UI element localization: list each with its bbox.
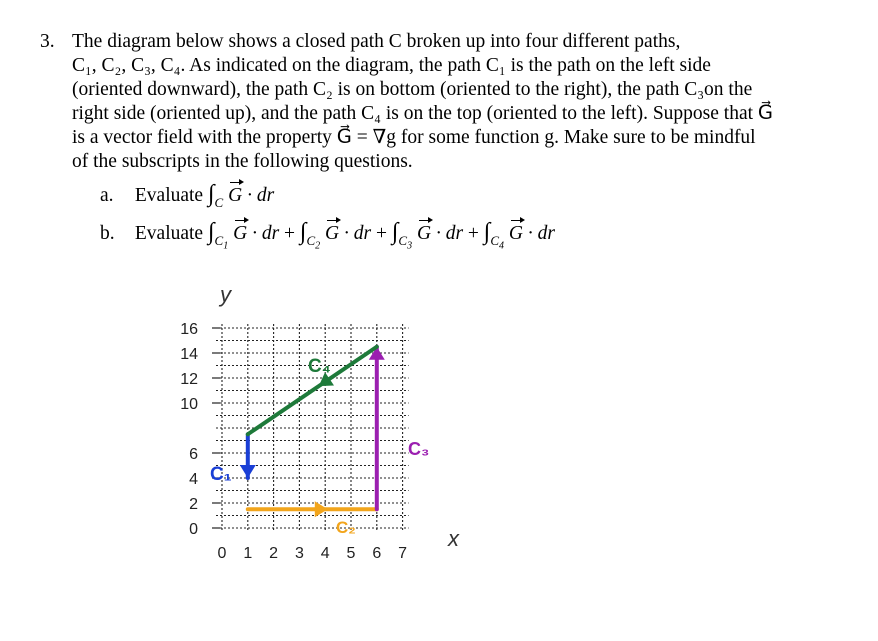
statement-line-4: right side (oriented up), and the path C₄ is on the top (oriented to the left). Suppose that G⃗ <box>72 103 774 124</box>
part-b-integrand-3: · dr <box>435 223 464 244</box>
x-tick-label: 4 <box>320 545 330 562</box>
x-tick-label: 2 <box>269 545 279 562</box>
part-a-text: Evaluate <box>134 185 204 206</box>
part-a-path: C <box>214 195 224 210</box>
statement-line-6: of the subscripts in the following questions. <box>72 151 413 172</box>
c1-label: C₁ <box>210 464 232 485</box>
statement-line-3: (oriented downward), the path C₂ is on bottom (oriented to the right), the path C₃on the <box>72 79 753 100</box>
path-c2-arrowhead <box>315 501 328 517</box>
part-b-integrand-2: · dr <box>344 223 372 244</box>
part-b-path-4: C4 <box>490 233 505 252</box>
vector-G: G <box>508 223 523 244</box>
y-tick-label: 2 <box>189 496 198 513</box>
y-tick-label: 16 <box>180 321 198 338</box>
part-b-integrand-4: · dr <box>527 223 555 244</box>
plus-sign: + <box>375 223 387 244</box>
vector-G: G <box>228 185 243 206</box>
c4-label: C₄ <box>308 356 331 377</box>
integral-sign: ∫ <box>207 181 215 207</box>
y-tick-label: 4 <box>189 471 198 488</box>
part-b-label: b. <box>100 223 115 244</box>
integral-sign: ∫ <box>391 219 399 245</box>
plus-sign: + <box>467 223 479 244</box>
statement-line-1: The diagram below shows a closed path C broken up into four different paths, <box>72 31 681 52</box>
y-tick-label: 10 <box>180 396 198 413</box>
part-b-path-3: C3 <box>398 233 413 252</box>
x-tick-label: 7 <box>398 545 408 562</box>
c3-label: C₃ <box>408 439 430 459</box>
part-b-text: Evaluate <box>134 223 204 244</box>
integral-sign: ∫ <box>299 219 307 245</box>
x-tick-label: 0 <box>217 545 227 562</box>
x-tick-label: 6 <box>372 545 382 562</box>
y-tick-label: 0 <box>189 521 198 538</box>
vector-G: G <box>416 223 432 244</box>
part-b-path-1: C1 <box>214 233 229 252</box>
y-tick-label: 14 <box>180 346 198 363</box>
x-tick-label: 5 <box>346 545 356 562</box>
path-c1-arrowhead <box>240 465 256 478</box>
plus-sign: + <box>284 223 296 244</box>
y-tick-label: 12 <box>180 371 198 388</box>
y-tick-label: 6 <box>189 446 198 463</box>
statement-line-5: is a vector field with the property G⃗ = ∇g for some function g. Make sure to be mindful <box>72 127 756 148</box>
problem-number: 3. <box>40 31 55 52</box>
integral-sign: ∫ <box>207 219 215 245</box>
part-a-integrand: · dr <box>247 185 275 206</box>
y-axis-label: y <box>220 282 231 307</box>
vector-G: G <box>233 223 248 244</box>
x-axis-label: x <box>448 526 459 551</box>
integral-sign: ∫ <box>483 219 491 245</box>
part-b-integrand-1: · dr <box>252 223 280 244</box>
vector-G: G <box>325 223 340 244</box>
part-b-path-2: C2 <box>306 233 321 252</box>
part-a-label: a. <box>100 185 114 206</box>
statement-line-2: C₁, C₂, C₃, C₄. As indicated on the diagram, the path C₁ is the path on the left side <box>72 55 711 76</box>
c2-label: C₂ <box>336 518 356 537</box>
x-tick-label: 3 <box>294 545 304 562</box>
x-tick-label: 1 <box>243 545 253 562</box>
